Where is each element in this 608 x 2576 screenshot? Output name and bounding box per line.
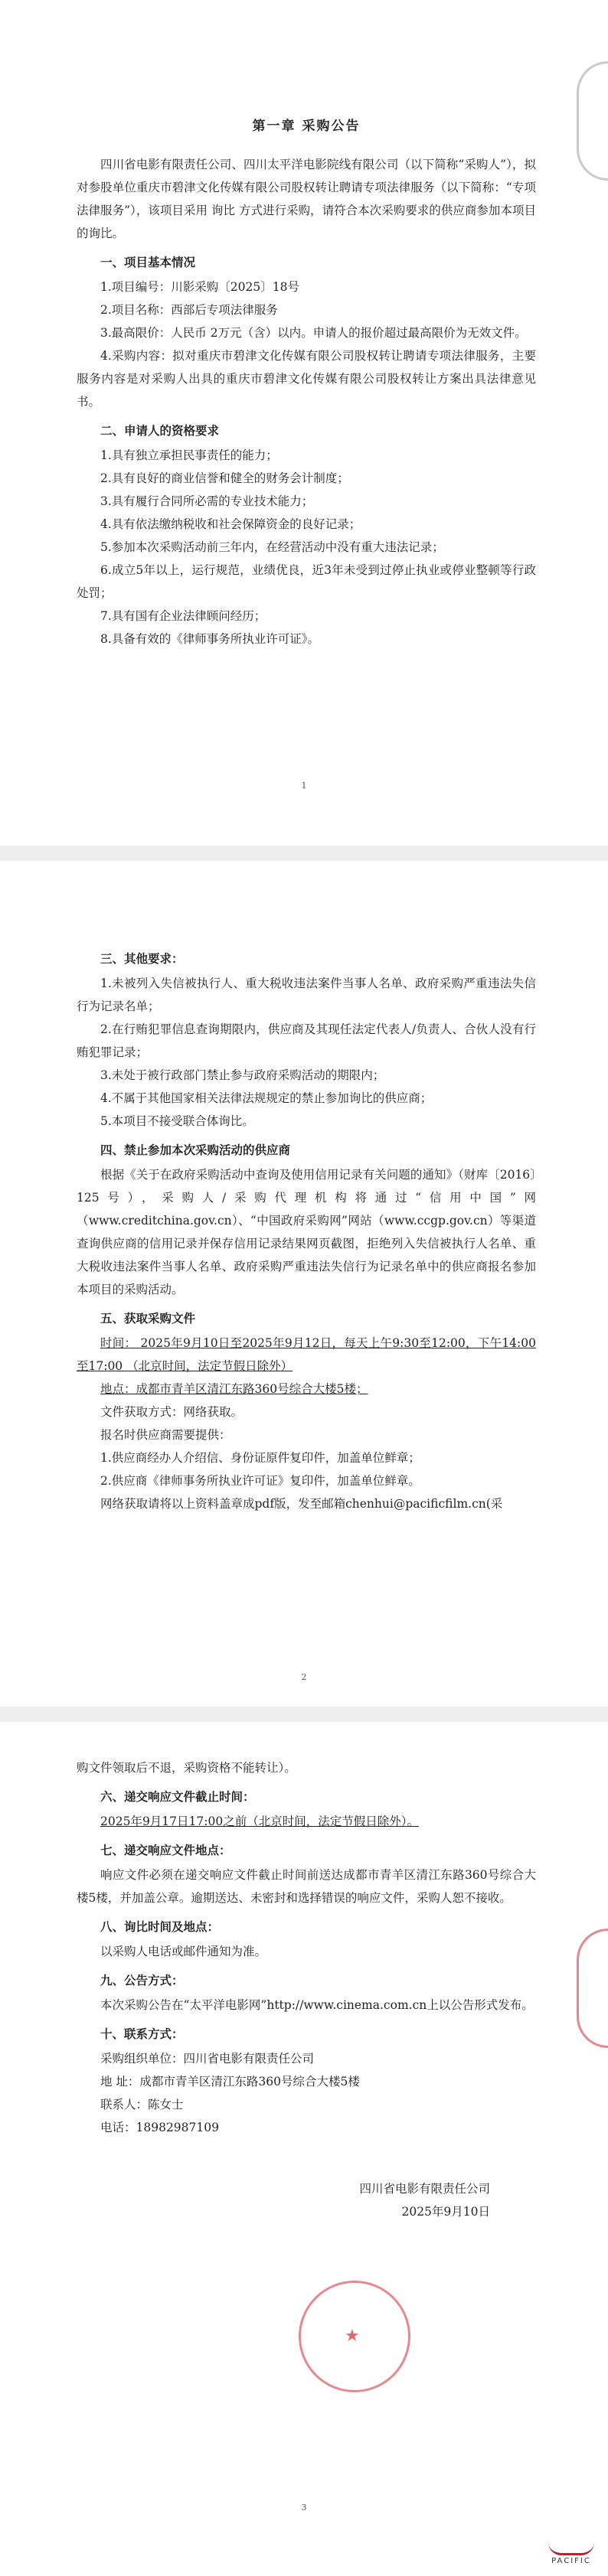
s2-item-5: 5.参加本次采购活动前三年内，在经营活动中没有重大违法记录；: [100, 540, 444, 554]
page-1: [0, 0, 608, 846]
s1-item-3: 3.最高限价：人民币 2万元（含）以内。申请人的报价超过最高限价为无效文件。: [100, 326, 527, 340]
s9-paragraph: 本次采购公告在“太平洋电影网”http://www.cinema.com.cn上以公告形式发布。: [100, 1998, 534, 2012]
s6-deadline: 2025年9月17日17:00之前（北京时间，法定节假日除外）。: [100, 1815, 419, 1828]
s2-item-4: 4.具有依法缴纳税收和社会保障资金的良好记录；: [100, 517, 361, 531]
s3-item-1: 1.未被列入失信被执行人、重大税收违法案件当事人名单、政府采购严重违法失信行为记录名单；: [77, 977, 536, 1013]
pacific-logo: [548, 2542, 594, 2565]
section-5-title: 五、获取采购文件: [100, 1311, 196, 1325]
signature-block: [77, 2177, 536, 2223]
s5-doc-1: 1.供应商经办人介绍信、身份证原件复印件，加盖单位鲜章；: [100, 1451, 420, 1465]
page-number: 3: [301, 2503, 307, 2512]
star-icon: ★: [345, 2327, 360, 2346]
s5-doc-2: 2.供应商《律师事务所执业许可证》复印件，加盖单位鲜章。: [100, 1474, 420, 1488]
logo-swoosh-icon: [548, 2542, 594, 2555]
contact-person: 联系人：陈女士: [100, 2098, 184, 2111]
section-9-title: 九、公告方式：: [100, 1973, 184, 1987]
seal-edge-stamp: [577, 61, 608, 181]
section-6-title: 六、递交响应文件截止时间：: [100, 1789, 255, 1804]
section-4-title: 四、禁止参加本次采购活动的供应商: [100, 1143, 291, 1157]
intro-paragraph: 四川省电影有限责任公司、四川太平洋电影院线有限公司（以下简称“采购人”），拟对参股单位重庆市碧津文化传媒有限公司股权转让聘请专项法律服务（以下简称：“专项法律服务”），该项目采用 询比 方式进行采购，请符合本次采购要求的供应商参加本项目的询比。: [77, 158, 536, 240]
s5-docs-intro: 报名时供应商需要提供：: [100, 1428, 231, 1442]
s2-item-2: 2.具有良好的商业信誉和健全的财务会计制度；: [100, 471, 349, 485]
s2-item-7: 7.具有国有企业法律顾问经历；: [100, 609, 266, 623]
page-gap: [0, 1707, 608, 1722]
contact-org: 采购组织单位：四川省电影有限责任公司: [100, 2052, 315, 2066]
s1-item-1: 1.项目编号：川影采购〔2025〕18号: [100, 280, 299, 294]
section-7-title: 七、递交响应文件地点：: [100, 1843, 231, 1857]
page-2: [0, 861, 608, 1707]
chapter-title: 第一章 采购公告: [252, 119, 361, 134]
s8-text: 以采购人电话或邮件通知为准。: [100, 1945, 267, 1958]
page-number: 1: [301, 781, 307, 791]
page-gap: [0, 846, 608, 861]
signing-organization: 四川省电影有限责任公司: [359, 2182, 490, 2196]
s2-item-6: 6.成立5年以上，运行规范，业绩优良，近3年未受到过停止执业或停业整顿等行政处罚；: [77, 563, 536, 600]
s2-item-8: 8.具备有效的《律师事务所执业许可证》。: [100, 632, 320, 646]
s5-method: 文件获取方式：网络获取。: [100, 1405, 244, 1419]
section-2-title: 二、申请人的资格要求: [100, 423, 220, 438]
page-1-content: [77, 115, 536, 651]
s5-time: 时间： 2025年9月10日至2025年9月12日，每天上午9:30至12:00，下午14:00至17:00 （北京时间，法定节假日除外）: [77, 1336, 536, 1373]
company-seal-stamp: [299, 2281, 410, 2392]
logo-text: PACIFIC: [551, 2557, 591, 2565]
s3-item-2: 2.在行贿犯罪信息查询期限内，供应商及其现任法定代表人/负责人、合伙人没有行贿犯罪记录；: [77, 1022, 536, 1059]
s3-item-3: 3.未处于被行政部门禁止参与政府采购活动的期限内；: [100, 1068, 385, 1082]
s3-item-4: 4.不属于其他国家相关法律法规规定的禁止参加询比的供应商；: [100, 1091, 433, 1105]
contact-address: 地 址：成都市青羊区清江东路360号综合大楼5楼: [100, 2075, 360, 2089]
page-3: [0, 1722, 608, 2576]
page-3-content: [77, 1756, 536, 2223]
s4-paragraph: 根据《关于在政府采购活动中查询及使用信用记录有关问题的通知》（财库〔2016〕125号），采购人/采购代理机构将通过“信用中国”网（www.creditchina.gov.cn）、“中国政府采购网”网站（www.ccgp.gov.cn）等渠道查询供应商的信用记录并保存信用记录结果网页截图，拒绝列入失信被执行人名单、重大税收违法案件当事人名单、政府采购严重违法失信行为记录名单中的供应商报名参加本项目的采购活动。: [77, 1168, 536, 1296]
section-8-title: 八、询比时间及地点：: [100, 1919, 220, 1934]
s5-place: 地点：成都市青羊区清江东路360号综合大楼5楼；: [100, 1382, 368, 1396]
section-10-title: 十、联系方式：: [100, 2027, 184, 2041]
s7-paragraph: 响应文件必须在递交响应文件截止时间前送达成都市青羊区清江东路360号综合大楼5楼，并加盖公章。逾期送达、未密封和选择错误的响应文件，采购人恕不接收。: [77, 1868, 536, 1905]
section-1-title: 一、项目基本情况: [100, 255, 196, 269]
continuation-line: 购文件领取后不退，采购资格不能转让）。: [77, 1761, 296, 1775]
s3-item-5: 5.本项目不接受联合体询比。: [100, 1114, 254, 1128]
s5-email-line: 网络获取请将以上资料盖章成pdf版，发至邮箱chenhui@pacificfilm.cn(采: [100, 1497, 503, 1511]
s1-item-2: 2.项目名称：西部后专项法律服务: [100, 303, 278, 317]
s1-item-4: 4.采购内容：拟对重庆市碧津文化传媒有限公司股权转让聘请专项法律服务，主要服务内容是对采购人出具的重庆市碧津文化传媒有限公司股权转让方案出具法律意见书。: [77, 349, 536, 409]
s2-item-1: 1.具有独立承担民事责任的能力；: [100, 448, 278, 462]
page-number: 2: [301, 1672, 307, 1682]
signing-date: 2025年9月10日: [401, 2205, 490, 2219]
section-3-title: 三、其他要求：: [100, 951, 184, 966]
contact-phone: 电话：18982987109: [100, 2121, 219, 2134]
s2-item-3: 3.具有履行合同所必需的专业技术能力；: [100, 494, 314, 508]
seal-edge-stamp: [577, 1929, 608, 2048]
page-2-content: [77, 941, 536, 1515]
